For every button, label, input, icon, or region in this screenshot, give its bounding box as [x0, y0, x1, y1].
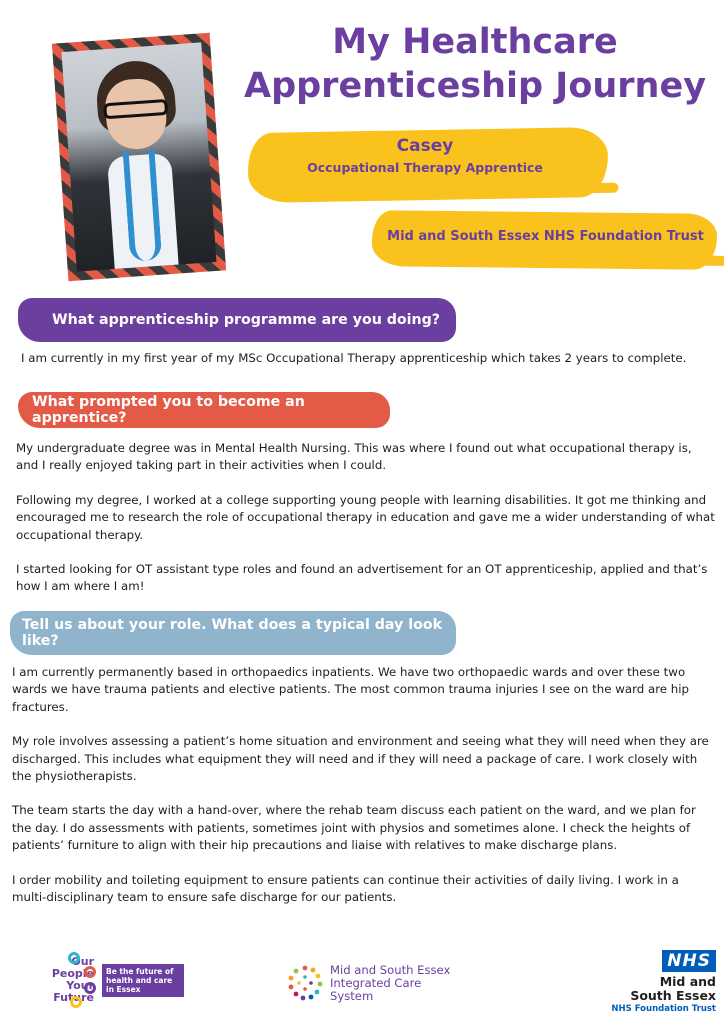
apprentice-name: Casey	[396, 136, 454, 156]
paragraph: Following my degree, I worked at a college supporting young people with learning disabilities. It got me thinking and encouraged me to research the role of occupational therapy in education and gave me a wider understanding of what occupational therapy.	[16, 492, 715, 542]
integrated-care-system-logo	[286, 962, 486, 1006]
title-line-2: Apprenticeship Journey	[243, 66, 707, 106]
nhs-trust-wordmark: Mid and South Essex	[630, 974, 716, 1003]
paragraph: I am currently permanently based in orthopaedics inpatients. We have two orthopaedic wards and over these two wards we have trauma patients and elective patients. The most common trauma injuries I see on the ward are hip fractures.	[12, 665, 690, 714]
section-body-role	[12, 664, 712, 923]
section-body-motivation	[16, 440, 716, 613]
section-heading-motivation: What prompted you to become an apprentice?	[18, 392, 390, 428]
profile-photo-frame	[52, 33, 226, 281]
opyf-tagline: Be the future of health and care in Essex	[102, 964, 184, 997]
opyf-wordmark: Our People Your Future	[51, 955, 94, 1004]
paragraph: I am currently in my first year of my MSc Occupational Therapy apprenticeship which takes 2 years to complete.	[21, 351, 687, 365]
profile-photo	[61, 42, 216, 271]
ics-dots-icon	[286, 964, 324, 1002]
apprentice-role: Occupational Therapy Apprentice	[307, 160, 543, 175]
nhs-foundation-trust-label: NHS Foundation Trust	[611, 1004, 716, 1014]
section-heading-programme: What apprenticeship programme are you doing?	[18, 298, 456, 342]
ring-icon	[84, 966, 96, 978]
paragraph: I order mobility and toileting equipment to ensure patients can continue their activities of daily living. I work in a multi-disciplinary team to ensure safe discharge for our patients.	[12, 872, 679, 905]
our-people-your-future-logo	[20, 952, 180, 1010]
page-title	[240, 20, 710, 108]
paragraph: I started looking for OT assistant type roles and found an advertisement for an OT apprenticeship, applied and that’s how I am where I am!	[16, 562, 708, 594]
paragraph: The team starts the day with a hand-over, where the rehab team discuss each patient on the ward, and we plan for the day. I do assessments with patients, sometimes joint with physios and sometimes alone. I check the heights of patients’ furniture to align with their hip precautions and liaise with relatives to make discharge plans.	[12, 803, 696, 853]
paragraph: My role involves assessing a patient’s home situation and environment and seeing what they will need when they are discharged. This includes what equipment they will need and if they will need a package of care. I work closely with the physiotherapists.	[12, 734, 709, 784]
ics-wordmark: Mid and South Essex Integrated Care System	[330, 963, 451, 1003]
paragraph: My undergraduate degree was in Mental Health Nursing. This was where I found out what occupational therapy is, and I really enjoyed taking part in their activities when I could.	[16, 441, 692, 473]
ring-icon	[70, 996, 82, 1008]
nhs-trust-logo	[604, 950, 716, 1016]
trust-name: Mid and South Essex NHS Foundation Trust	[387, 229, 704, 244]
title-line-1: My Healthcare	[332, 22, 618, 62]
nhs-logo-icon: NHS	[662, 950, 716, 972]
section-heading-role: Tell us about your role. What does a typical day look like?	[10, 611, 456, 655]
ring-icon	[68, 952, 80, 964]
section-body-programme	[21, 350, 721, 384]
ring-icon	[84, 982, 96, 994]
